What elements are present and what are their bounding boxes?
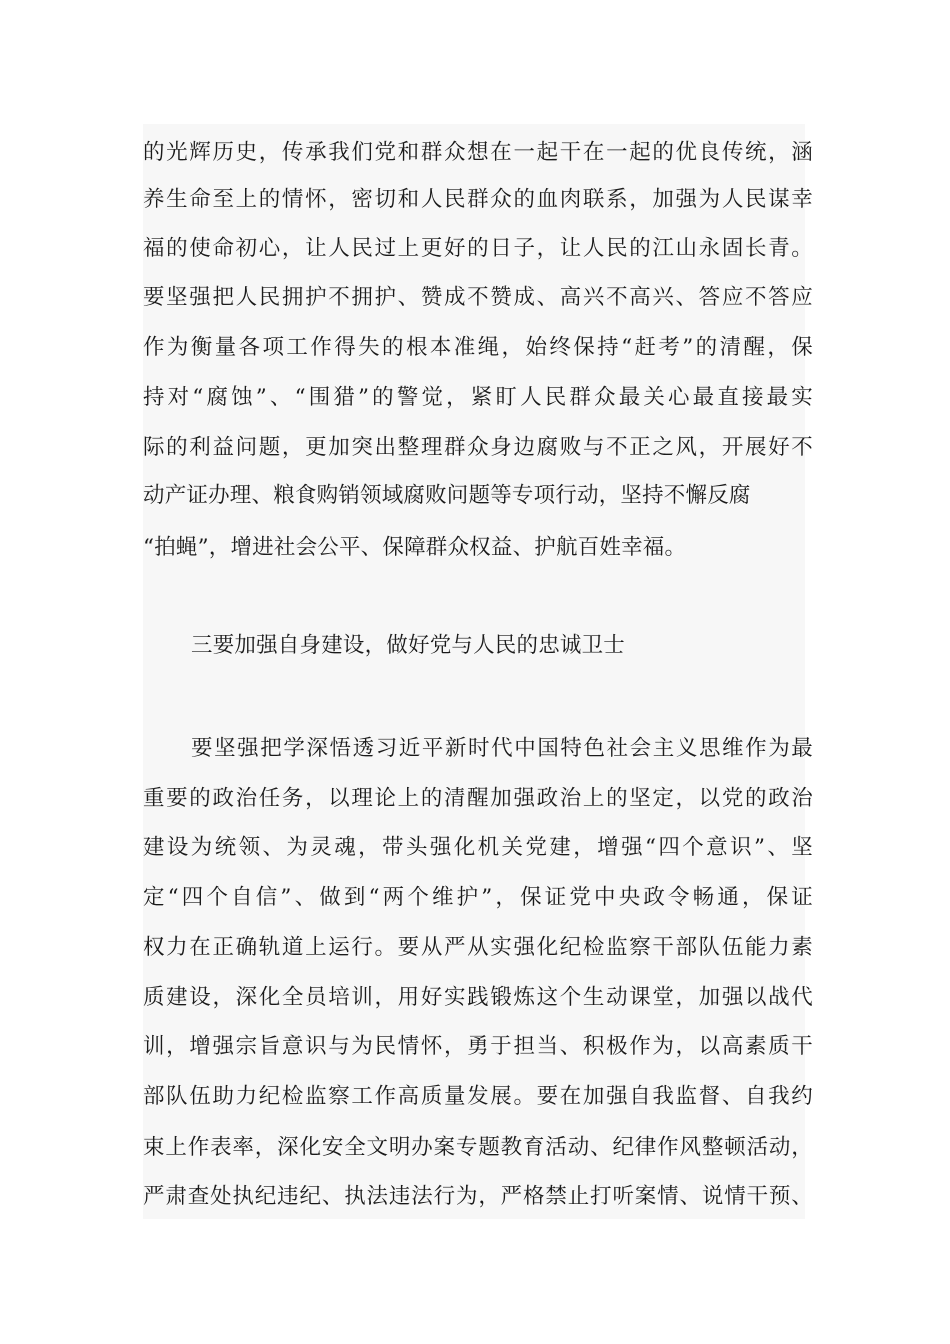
paragraph-line: 要坚强把人民拥护不拥护、赞成不赞成、高兴不高兴、答应不答应 bbox=[143, 285, 813, 310]
paragraph-line: 严肃查处执纪违纪、执法违法行为，严格禁止打听案情、说情干预、 bbox=[143, 1184, 813, 1209]
paragraph-line: 束上作表率，深化安全文明办案专题教育活动、纪律作风整顿活动， bbox=[143, 1135, 813, 1160]
paragraph-line: 作为衡量各项工作得失的根本准绳，始终保持“赶考”的清醒，保 bbox=[143, 335, 813, 360]
paragraph-line: “拍蝇”，增进社会公平、保障群众权益、护航百姓幸福。 bbox=[143, 535, 687, 560]
paragraph-line: 训，增强宗旨意识与为民情怀，勇于担当、积极作为，以高素质干 bbox=[143, 1034, 813, 1059]
paragraph-line: 持对“腐蚀”、“围猎”的警觉，紧盯人民群众最关心最直接最实 bbox=[143, 385, 813, 410]
paragraph-line: 定“四个自信”、做到“两个维护”，保证党中央政令畅通，保证 bbox=[143, 885, 813, 910]
paragraph-line: 际的利益问题，更加突出整理群众身边腐败与不正之风，开展好不 bbox=[143, 435, 813, 460]
paragraph-line: 要坚强把学深悟透习近平新时代中国特色社会主义思维作为最 bbox=[191, 736, 813, 761]
paragraph-line: 养生命至上的情怀，密切和人民群众的血肉联系，加强为人民谋幸 bbox=[143, 187, 813, 212]
paragraph-line: 福的使命初心，让人民过上更好的日子，让人民的江山永固长青。 bbox=[143, 236, 813, 261]
paragraph-line: 质建设，深化全员培训，用好实践锻炼这个生动课堂，加强以战代 bbox=[143, 985, 813, 1010]
paragraph-line: 动产证办理、粮食购销领域腐败问题等专项行动，坚持不懈反腐 bbox=[143, 483, 751, 508]
paragraph-line: 的光辉历史，传承我们党和群众想在一起干在一起的优良传统，涵 bbox=[143, 140, 813, 165]
paragraph-line: 权力在正确轨道上运行。要从严从实强化纪检监察干部队伍能力素 bbox=[143, 935, 813, 960]
section-heading: 三要加强自身建设，做好党与人民的忠诚卫士 bbox=[191, 633, 626, 658]
paragraph-line: 建设为统领、为灵魂，带头强化机关党建，增强“四个意识”、坚 bbox=[143, 835, 813, 860]
paragraph-line: 重要的政治任务，以理论上的清醒加强政治上的坚定，以党的政治 bbox=[143, 786, 813, 811]
paragraph-line: 部队伍助力纪检监察工作高质量发展。要在加强自我监督、自我约 bbox=[143, 1084, 813, 1109]
